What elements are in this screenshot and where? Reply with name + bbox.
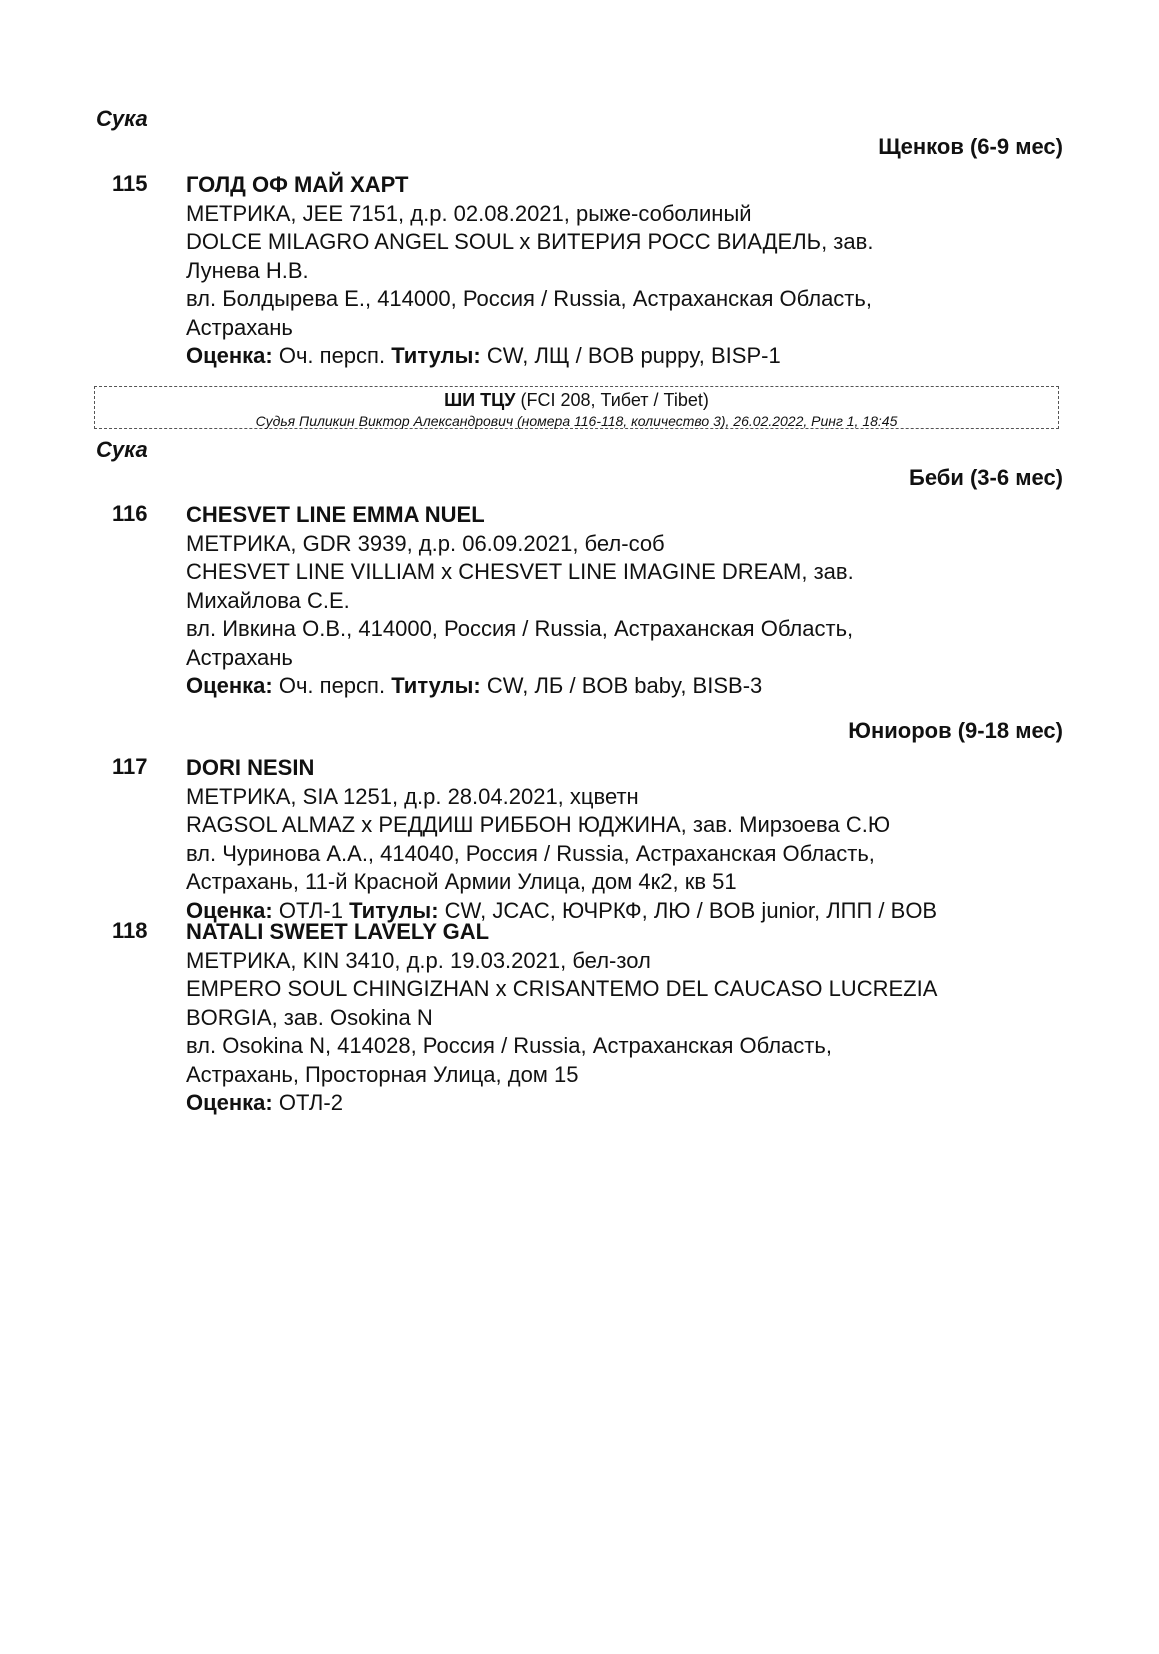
entry-117 xyxy=(112,754,1072,924)
entry-line: вл. Болдырева Е., 414000, Россия / Russia, Астраханская Область, xyxy=(186,286,872,311)
class-heading: Щенков (6-9 мес) xyxy=(878,134,1063,159)
entry-line: МЕТРИКА, JEE 7151, д.р. 02.08.2021, рыже-соболиный xyxy=(186,200,752,226)
entry-line: CHESVET LINE VILLIAM x CHESVET LINE IMAGINE DREAM, зав. xyxy=(186,559,854,584)
entry-line: МЕТРИКА, KIN 3410, д.р. 19.03.2021, бел-зол xyxy=(186,947,651,973)
entry-line: RAGSOL ALMAZ x РЕДДИШ РИББОН ЮДЖИНА, зав. Мирзоева С.Ю xyxy=(186,812,891,837)
entry-line: Лунева Н.В. xyxy=(186,257,309,283)
entry-number: 116 xyxy=(112,501,148,526)
entry-line: Астрахань xyxy=(186,314,293,340)
entry-line: BORGIA, зав. Osokina N xyxy=(186,1004,433,1030)
entry-line: Михайлова С.Е. xyxy=(186,587,350,613)
entry-118 xyxy=(112,918,1072,1118)
sex-heading: Сука xyxy=(96,437,148,462)
grade-label: Оценка: xyxy=(186,897,273,923)
grade-label: Оценка: xyxy=(186,673,273,698)
titles-value: CW, JCAC, ЮЧРКФ, ЛЮ / BOB junior, ЛПП / BOB xyxy=(444,897,938,923)
result-line xyxy=(186,1089,1066,1118)
class-heading: Беби (3-6 мес) xyxy=(909,465,1063,490)
result-line xyxy=(186,672,1066,701)
entry-line: вл. Osokina N, 414028, Россия / Russia, Астраханская Область, xyxy=(186,1033,832,1058)
breed-origin: (FCI 208, Тибет / Tibet) xyxy=(520,390,709,410)
entry-number: 118 xyxy=(112,918,148,943)
breed-name: ШИ ТЦУ xyxy=(444,390,516,410)
titles-label: Титулы: xyxy=(391,343,481,368)
dog-name: ГОЛД ОФ МАЙ ХАРТ xyxy=(186,172,409,197)
entry-line: МЕТРИКА, GDR 3939, д.р. 06.09.2021, бел-соб xyxy=(186,530,665,556)
entry-number: 117 xyxy=(112,754,148,779)
class-heading: Юниоров (9-18 мес) xyxy=(848,718,1063,743)
titles-label: Титулы: xyxy=(349,897,439,923)
entry-116 xyxy=(112,501,1072,701)
titles-value: CW, ЛЩ / BOB puppy, BISP-1 xyxy=(486,343,781,368)
grade-label: Оценка: xyxy=(186,343,273,368)
titles-label: Титулы: xyxy=(391,673,481,698)
entry-line: Астрахань xyxy=(186,644,293,670)
breed-header xyxy=(94,386,1059,429)
grade-value: ОТЛ-1 xyxy=(278,897,343,923)
grade-value: Оч. персп. xyxy=(278,673,386,698)
entry-line: МЕТРИКА, SIA 1251, д.р. 28.04.2021, хцветн xyxy=(186,783,639,809)
sex-heading: Сука xyxy=(96,106,148,131)
entry-number: 115 xyxy=(112,171,148,196)
entry-line: EMPERO SOUL CHINGIZHAN x CRISANTEMO DEL CAUCASO LUCREZIA xyxy=(186,976,938,1001)
grade-value: ОТЛ-2 xyxy=(278,1090,343,1115)
titles-value: CW, ЛБ / BOB baby, BISB-3 xyxy=(486,673,763,698)
dog-name: NATALI SWEET LAVELY GAL xyxy=(186,919,490,944)
dog-name: DORI NESIN xyxy=(186,755,315,780)
entry-line: Астрахань, Просторная Улица, дом 15 xyxy=(186,1061,579,1087)
grade-label: Оценка: xyxy=(186,1090,273,1115)
entry-115 xyxy=(112,171,1072,371)
result-line xyxy=(186,342,1066,371)
grade-value: Оч. персп. xyxy=(278,343,386,368)
entry-line: Астрахань, 11-й Красной Армии Улица, дом 4к2, кв 51 xyxy=(186,869,737,894)
judge-info: Судья Пиликин Виктор Александрович (номера 116-118, количество 3), 26.02.2022, Ринг 1, 18:45 xyxy=(255,413,898,429)
dog-name: CHESVET LINE EMMA NUEL xyxy=(186,502,485,527)
entry-line: вл. Ивкина О.В., 414000, Россия / Russia, Астраханская Область, xyxy=(186,616,854,641)
entry-line: DOLCE MILAGRO ANGEL SOUL x ВИТЕРИЯ РОСС ВИАДЕЛЬ, зав. xyxy=(186,229,874,254)
entry-line: вл. Чуринова А.А., 414040, Россия / Russia, Астраханская Область, xyxy=(186,840,875,866)
